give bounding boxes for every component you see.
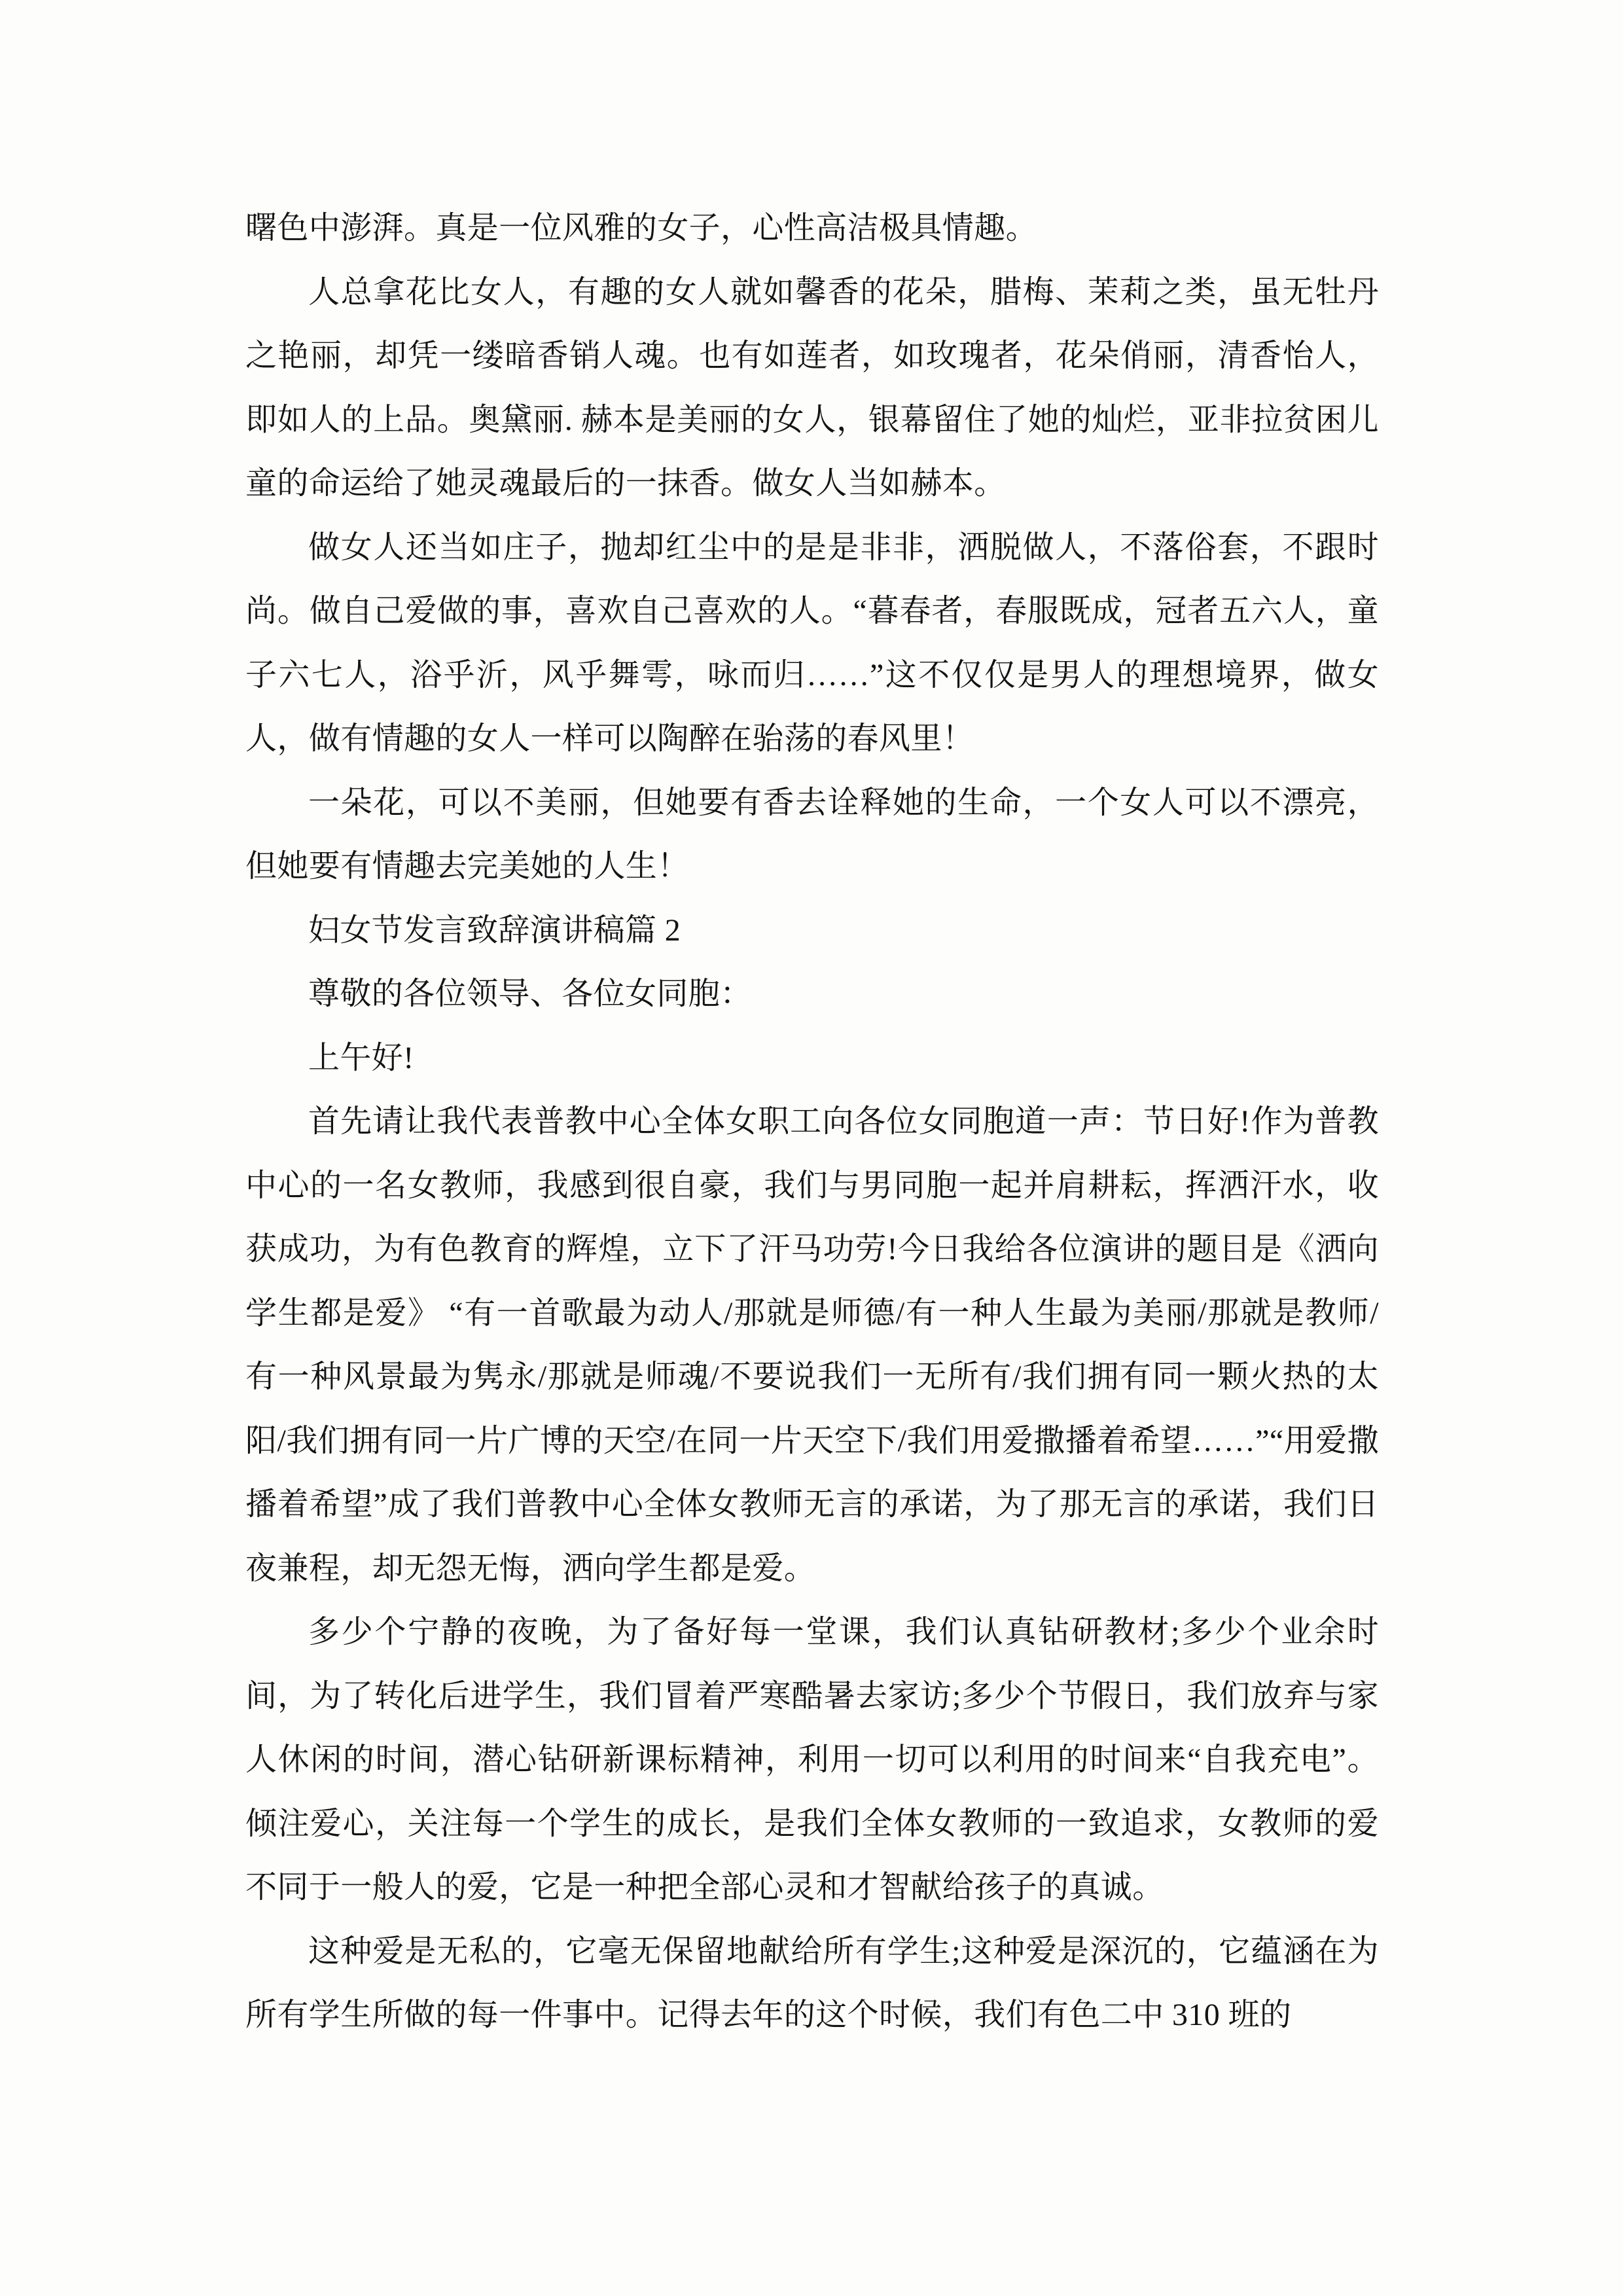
paragraph: 曙色中澎湃。真是一位风雅的女子，心性高洁极具情趣。 (245, 211, 1038, 245)
paragraph: 首先请让我代表普教中心全体女职工向各位女同胞道一声：节日好!作为普教中心的一名女教师，我感到很自豪，我们与男同胞一起并肩耕耘，挥洒汗水，收获成功，为有色教育的辉煌，立下了汗马功劳!今日我给各位演讲的题目是《洒向学生都是爱》 “有一首歌最为动人/那就是师德/有一种人生最为美丽/那就是教师/有一种风景最为隽永/那就是师魂/不要说我们一无所有/我们拥有同一颗火热的太阳/我们拥有同一片广博的天空/在同一片天空下/我们用爱撒播着希望……”“用爱撒播着希望”成了我们普教中心全体女教师无言的承诺，为了那无言的承诺，我们日夜兼程，却无怨无悔，洒向学生都是爱。 (245, 1104, 1379, 1586)
paragraph: 尊敬的各位领导、各位女同胞： (308, 977, 752, 1011)
section-title: 妇女节发言致辞演讲稿篇 2 (308, 912, 681, 948)
paragraph: 一朵花，可以不美丽，但她要有香去诠释她的生命，一个女人可以不漂亮，但她要有情趣去完美她的人生！ (245, 785, 1379, 884)
paragraph: 上午好! (308, 1040, 414, 1075)
paragraph: 这种爱是无私的，它毫无保留地献给所有学生;这种爱是深沉的，它蕴涵在为所有学生所做的每一件事中。记得去年的这个时候，我们有色二中 310 班的 (245, 1933, 1379, 2032)
document-body (245, 196, 1379, 2047)
paragraph: 人总拿花比女人，有趣的女人就如馨香的花朵，腊梅、茉莉之类，虽无牡丹之艳丽，却凭一缕暗香销人魂。也有如莲者，如玫瑰者，花朵俏丽，清香怡人，即如人的上品。奥黛丽. 赫本是美丽的女人，银幕留住了她的灿烂，亚非拉贫困儿童的命运给了她灵魂最后的一抹香。做女人当如赫本。 (245, 274, 1379, 501)
paragraph: 多少个宁静的夜晚，为了备好每一堂课，我们认真钻研教材;多少个业余时间，为了转化后进学生，我们冒着严寒酷暑去家访;多少个节假日，我们放弃与家人休闲的时间，潜心钻研新课标精神，利用一切可以利用的时间来“自我充电”。倾注爱心，关注每一个学生的成长，是我们全体女教师的一致追求，女教师的爱不同于一般人的爱，它是一种把全部心灵和才智献给孩子的真诚。 (245, 1615, 1379, 1905)
paragraph: 做女人还当如庄子，抛却红尘中的是是非非，洒脱做人，不落俗套，不跟时尚。做自己爱做的事，喜欢自己喜欢的人。“暮春者，春服既成，冠者五六人，童子六七人，浴乎沂，风乎舞雩，咏而归……”这不仅仅是男人的理想境界，做女人，做有情趣的女人一样可以陶醉在骀荡的春风里！ (245, 529, 1379, 756)
